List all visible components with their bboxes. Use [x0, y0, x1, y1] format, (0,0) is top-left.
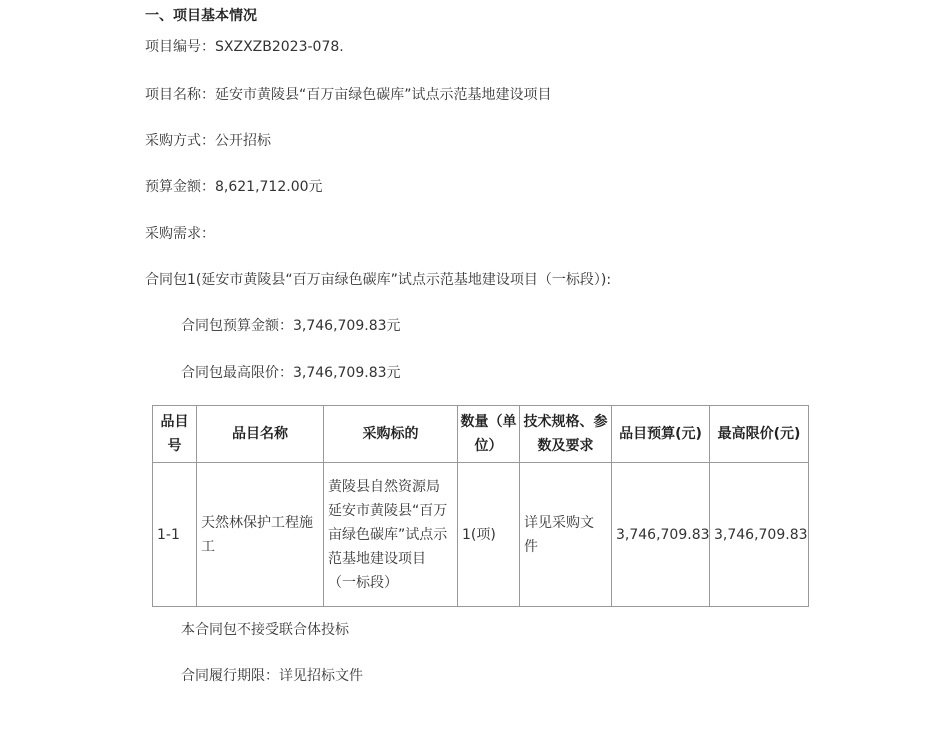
section-heading: 一、项目基本情况: [145, 8, 257, 24]
project-number: 项目编号：SXZXZB2023-078.: [145, 39, 344, 55]
cell-budget: 3,746,709.83: [612, 463, 710, 607]
items-table: [152, 405, 809, 607]
header-item-no: 品目号: [153, 406, 197, 463]
header-spec: 技术规格、参数及要求: [520, 406, 612, 463]
package-title: 合同包1(延安市黄陵县“百万亩绿色碳库”试点示范基地建设项目（一标段）):: [145, 272, 612, 288]
requirements-label: 采购需求：: [145, 226, 215, 242]
header-quantity: 数量（单位）: [458, 406, 520, 463]
cell-target: 黄陵县自然资源局延安市黄陵县“百万亩绿色碳库”试点示范基地建设项目（一标段）: [324, 463, 458, 607]
cell-quantity: 1(项): [458, 463, 520, 607]
header-budget: 品目预算(元): [612, 406, 710, 463]
performance-period: 合同履行期限：详见招标文件: [181, 668, 363, 684]
header-target: 采购标的: [324, 406, 458, 463]
header-max-price: 最高限价(元): [710, 406, 809, 463]
cell-max-price: 3,746,709.83: [710, 463, 809, 607]
package-budget: 合同包预算金额：3,746,709.83元: [181, 318, 401, 334]
package-max-price: 合同包最高限价：3,746,709.83元: [181, 365, 401, 381]
project-name: 项目名称：延安市黄陵县“百万亩绿色碳库”试点示范基地建设项目: [145, 87, 552, 103]
cell-item-no: 1-1: [153, 463, 197, 607]
cell-item-name: 天然林保护工程施工: [197, 463, 324, 607]
table-row: [153, 463, 809, 607]
no-consortium-note: 本合同包不接受联合体投标: [181, 622, 349, 638]
cell-spec: 详见采购文件: [520, 463, 612, 607]
budget-amount: 预算金额：8,621,712.00元: [145, 179, 323, 195]
header-item-name: 品目名称: [197, 406, 324, 463]
procurement-method: 采购方式：公开招标: [145, 133, 271, 149]
table-header-row: [153, 406, 809, 463]
